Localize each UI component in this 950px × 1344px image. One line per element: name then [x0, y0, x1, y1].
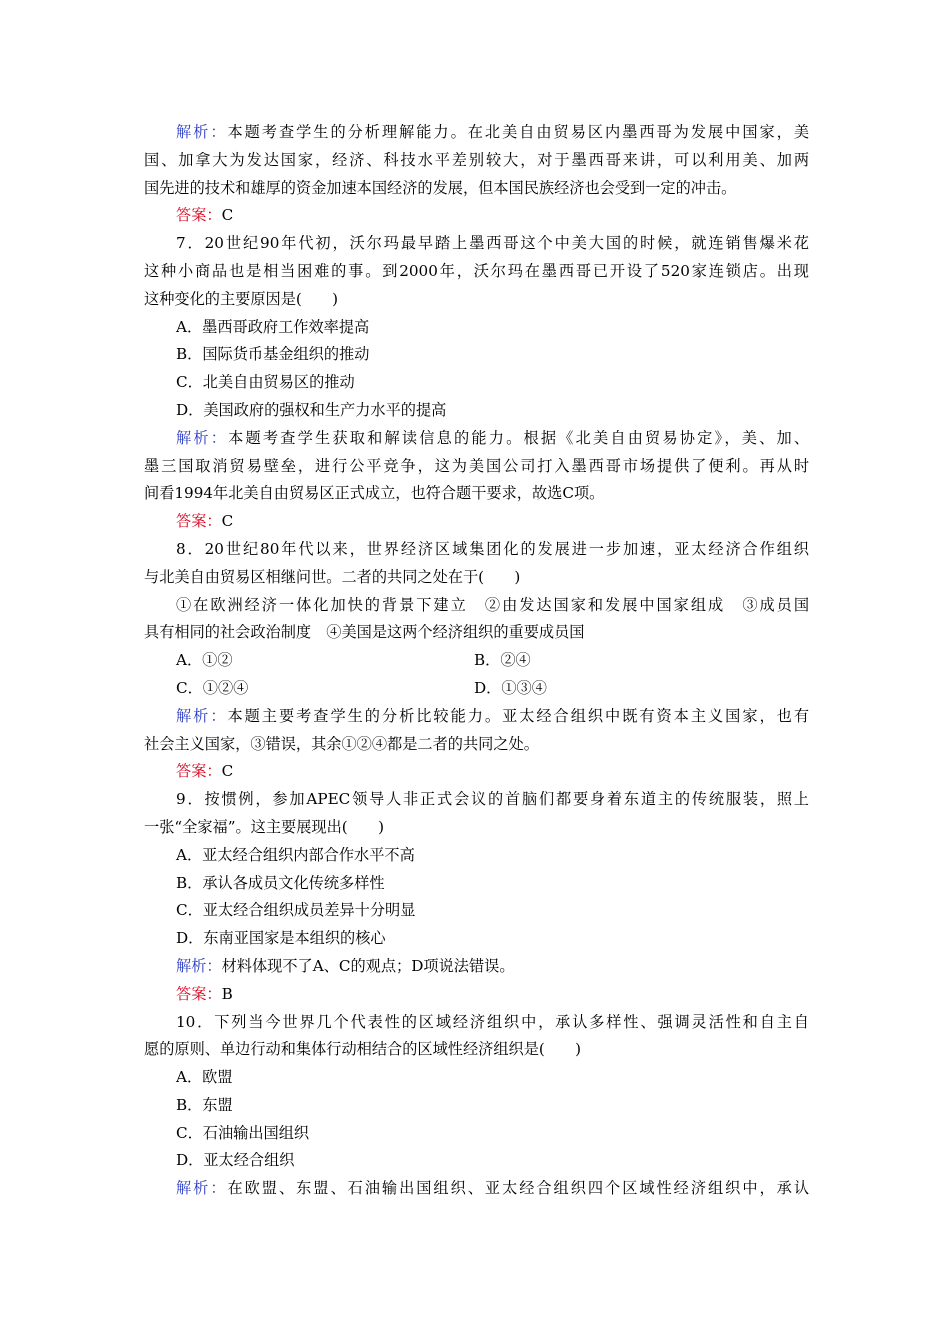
answer-value: C [221, 512, 234, 531]
analysis-label: 解析： [176, 956, 222, 975]
analysis-line: 解析：本题考查学生获取和解读信息的能力。根据《北美自由贸易协定》，美、加、 [176, 428, 810, 447]
option-d: D．美国政府的强权和生产力水平的提高 [176, 400, 447, 419]
option-c: C．北美自由贸易区的推动 [176, 373, 355, 392]
option-a: A．①② [176, 651, 233, 670]
analysis-line: 解析：本题考查学生的分析理解能力。在北美自由贸易区内墨西哥为发展中国家，美 [176, 123, 809, 141]
option-d: D．①③④ [474, 678, 547, 697]
option-d: D．东南亚国家是本组织的核心 [176, 929, 386, 948]
option-a: A．亚太经合组织内部合作水平不高 [176, 845, 415, 864]
analysis-line: 解析：在欧盟、东盟、石油输出国组织、亚太经合组织四个区域性经济组织中，承认 [176, 1179, 809, 1198]
question-stem: 10．下列当今世界几个代表性的区域经济组织中，承认多样性、强调灵活性和自主自 [176, 1012, 809, 1031]
question-stem: 与北美自由贸易区相继问世。二者的共同之处在于( ) [144, 567, 521, 586]
answer-line [144, 758, 809, 786]
question-stem: 9．按惯例，参加APEC领导人非正式会议的首脑们都要身着东道主的传统服装，照上 [176, 790, 809, 809]
analysis-line: 间看1994年北美自由贸易区正式成立，也符合题干要求，故选C项。 [144, 484, 605, 503]
option-b: B．东盟 [176, 1095, 233, 1114]
option-row [144, 647, 809, 675]
analysis-line: 国先进的技术和雄厚的资金加速本国经济的发展，但本国民族经济也会受到一定的冲击。 [144, 178, 737, 197]
option-a: A．墨西哥政府工作效率提高 [176, 317, 370, 336]
answer-line [144, 202, 809, 230]
question-stem: 这种变化的主要原因是( ) [144, 289, 339, 308]
answer-label: 答案： [176, 762, 222, 781]
analysis-label: 解析： [176, 123, 228, 141]
analysis-label: 解析： [176, 1179, 228, 1198]
answer-label: 答案： [176, 984, 222, 1003]
answer-value: C [221, 762, 234, 781]
option-c: C．①②④ [176, 678, 249, 697]
answer-value: B [221, 984, 233, 1003]
option-c: C．亚太经合组织成员差异十分明显 [176, 901, 416, 920]
question-stem: 这种小商品也是相当困难的事。到2000年，沃尔玛在墨西哥已开设了520家连锁店。出现 [144, 261, 809, 280]
option-b: B．承认各成员文化传统多样性 [176, 873, 385, 892]
option-row [144, 675, 809, 703]
analysis-label: 解析： [176, 428, 229, 447]
statement-line: ①在欧洲经济一体化加快的背景下建立 ②由发达国家和发展中国家组成 ③成员国 [176, 595, 809, 614]
question-stem: 7．20世纪90年代初，沃尔玛最早踏上墨西哥这个中美大国的时候，就连销售爆米花 [176, 234, 809, 253]
document-page [144, 119, 809, 1203]
analysis-line: 解析：本题主要考查学生的分析比较能力。亚太经合组织中既有资本主义国家，也有 [176, 706, 809, 725]
option-a: A．欧盟 [176, 1068, 233, 1087]
question-stem: 愿的原则、单边行动和集体行动相结合的区域性经济组织是( ) [144, 1040, 582, 1059]
answer-line [144, 508, 809, 536]
question-stem: 一张“全家福”。这主要展现出( ) [144, 817, 385, 836]
answer-line [144, 981, 809, 1009]
option-b: B．国际货币基金组织的推动 [176, 345, 370, 364]
analysis-line: 国、加拿大为发达国家，经济、科技水平差别较大，对于墨西哥来讲，可以利用美、加两 [144, 150, 809, 169]
answer-label: 答案： [176, 512, 222, 531]
analysis-line: 社会主义国家，③错误，其余①②④都是二者的共同之处。 [144, 734, 539, 753]
statement-line: 具有相同的社会政治制度 ④美国是这两个经济组织的重要成员国 [144, 623, 585, 642]
analysis-label: 解析： [176, 706, 228, 725]
answer-value: C [221, 206, 234, 225]
analysis-line: 解析：材料体现不了A、C的观点；D项说法错误。 [176, 956, 515, 975]
analysis-line: 墨三国取消贸易壁垒，进行公平竞争，这为美国公司打入墨西哥市场提供了便利。再从时 [144, 456, 809, 475]
question-stem: 8．20世纪80年代以来，世界经济区域集团化的发展进一步加速，亚太经济合作组织 [176, 539, 809, 558]
option-d: D．亚太经合组织 [176, 1151, 295, 1170]
answer-label: 答案： [176, 206, 222, 225]
option-c: C．石油输出国组织 [176, 1123, 310, 1142]
option-b: B．②④ [474, 651, 531, 670]
